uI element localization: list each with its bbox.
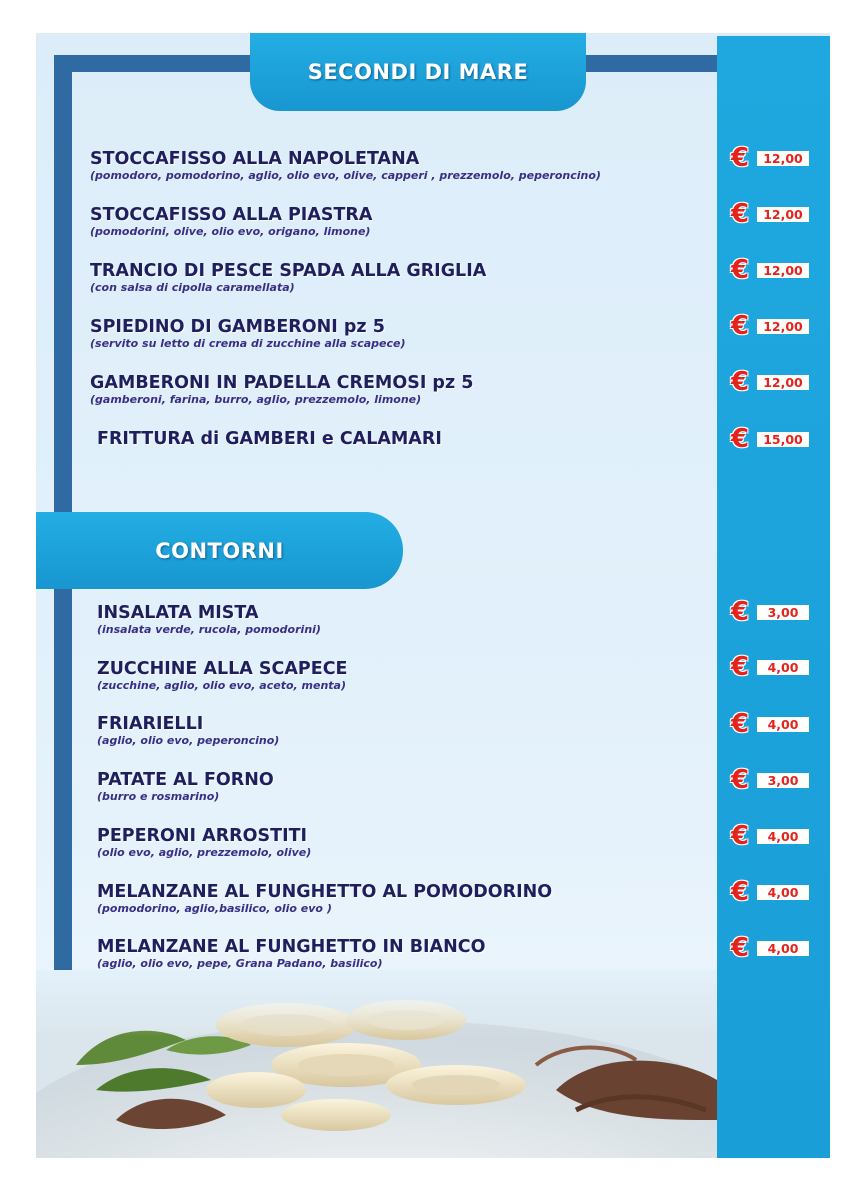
item-price <box>727 935 809 961</box>
item-description: (burro e rosmarino) <box>97 790 220 803</box>
price-value: 12,00 <box>757 263 809 278</box>
item-price <box>727 879 809 905</box>
price-value: 12,00 <box>757 151 809 166</box>
euro-icon: € <box>730 877 750 907</box>
euro-icon: € <box>730 933 750 963</box>
menu-item <box>90 261 486 295</box>
menu-item <box>90 373 473 407</box>
fried-calamari-photo <box>36 970 717 1158</box>
item-description: (gamberoni, farina, burro, aglio, prezzemolo, limone) <box>90 393 422 406</box>
item-price <box>727 201 809 227</box>
menu-item <box>97 603 321 637</box>
euro-icon: € <box>730 597 750 627</box>
item-description: (olio evo, aglio, prezzemolo, olive) <box>97 846 312 859</box>
menu-item <box>97 826 311 860</box>
item-name: ZUCCHINE ALLA SCAPECE <box>97 659 348 679</box>
price-value: 15,00 <box>757 432 809 447</box>
item-price <box>727 654 809 680</box>
euro-icon: € <box>730 709 750 739</box>
euro-icon: € <box>730 199 750 229</box>
euro-icon: € <box>730 652 750 682</box>
menu-item <box>97 659 348 693</box>
item-name: GAMBERONI IN PADELLA CREMOSI pz 5 <box>90 373 474 393</box>
item-name: STOCCAFISSO ALLA PIASTRA <box>90 205 373 225</box>
item-description: (zucchine, aglio, olio evo, aceto, menta) <box>97 679 346 692</box>
item-description: (aglio, olio evo, pepe, Grana Padano, basilico) <box>97 957 383 970</box>
item-price <box>727 369 809 395</box>
price-value: 4,00 <box>757 717 809 732</box>
price-value: 4,00 <box>757 829 809 844</box>
euro-icon: € <box>730 311 750 341</box>
menu-item <box>97 429 442 449</box>
item-price <box>727 599 809 625</box>
section-title-secondi-di-mare: SECONDI DI MARE <box>250 33 586 111</box>
menu-item <box>90 317 406 351</box>
menu-item <box>90 149 601 183</box>
euro-icon: € <box>730 424 750 454</box>
price-value: 12,00 <box>757 207 809 222</box>
item-price <box>727 767 809 793</box>
price-value: 4,00 <box>757 941 809 956</box>
menu-item <box>90 205 372 239</box>
euro-icon: € <box>730 821 750 851</box>
item-price <box>727 257 809 283</box>
price-value: 12,00 <box>757 375 809 390</box>
menu-item <box>97 770 274 804</box>
euro-icon: € <box>730 765 750 795</box>
item-description: (pomodorino, aglio,basilico, olio evo ) <box>97 902 332 915</box>
item-name: FRIARIELLI <box>97 714 204 734</box>
price-value: 12,00 <box>757 319 809 334</box>
item-name: MELANZANE AL FUNGHETTO AL POMODORINO <box>97 882 553 902</box>
item-name: PEPERONI ARROSTITI <box>97 826 308 846</box>
item-description: (insalata verde, rucola, pomodorini) <box>97 623 321 636</box>
euro-icon: € <box>730 367 750 397</box>
price-value: 3,00 <box>757 773 809 788</box>
item-name: TRANCIO DI PESCE SPADA ALLA GRIGLIA <box>90 261 487 281</box>
item-price <box>727 145 809 171</box>
euro-icon: € <box>730 143 750 173</box>
item-description: (servito su letto di crema di zucchine alla scapece) <box>90 337 406 350</box>
item-price <box>727 711 809 737</box>
item-name: SPIEDINO DI GAMBERONI pz 5 <box>90 317 385 337</box>
price-value: 4,00 <box>757 660 809 675</box>
menu-item <box>97 714 279 748</box>
item-name: MELANZANE AL FUNGHETTO IN BIANCO <box>97 937 486 957</box>
menu-item <box>97 882 552 916</box>
item-name: INSALATA MISTA <box>97 603 259 623</box>
euro-icon: € <box>730 255 750 285</box>
item-description: (pomodorini, olive, olio evo, origano, limone) <box>90 225 371 238</box>
item-name: FRITTURA di GAMBERI e CALAMARI <box>97 429 442 449</box>
price-value: 3,00 <box>757 605 809 620</box>
item-price <box>727 426 809 452</box>
item-name: STOCCAFISSO ALLA NAPOLETANA <box>90 149 420 169</box>
item-description: (pomodoro, pomodorino, aglio, olio evo, olive, capperi , prezzemolo, peperoncino) <box>90 169 601 182</box>
item-description: (con salsa di cipolla caramellata) <box>90 281 295 294</box>
item-price <box>727 823 809 849</box>
item-price <box>727 313 809 339</box>
price-value: 4,00 <box>757 885 809 900</box>
menu-item <box>97 937 485 971</box>
section-title-contorni: CONTORNI <box>36 512 403 589</box>
item-description: (aglio, olio evo, peperoncino) <box>97 734 280 747</box>
item-name: PATATE AL FORNO <box>97 770 274 790</box>
